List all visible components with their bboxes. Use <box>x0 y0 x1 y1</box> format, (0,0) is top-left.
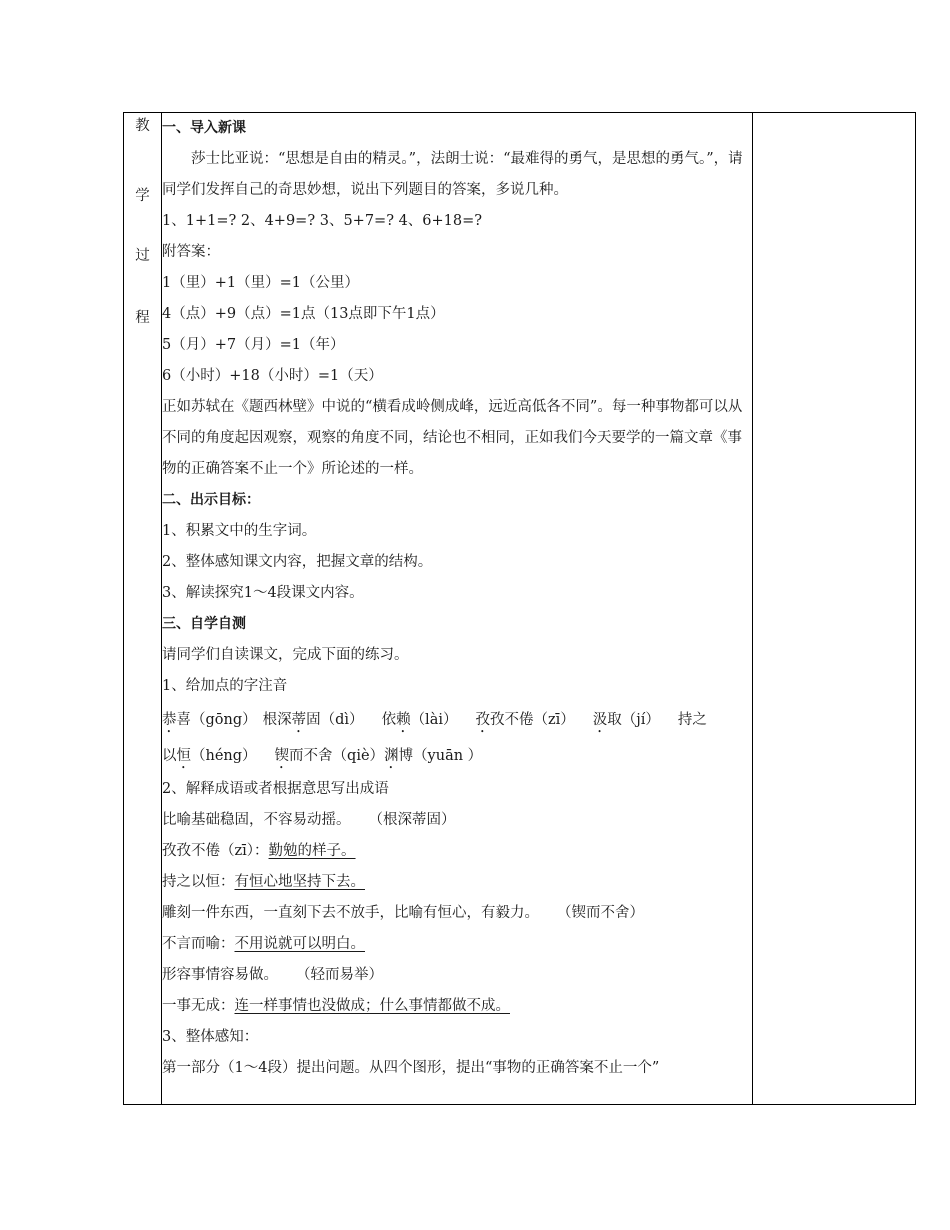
idiom-prompt: 一事无成： <box>162 998 235 1014</box>
word-rest: 根深 <box>262 712 292 728</box>
question-line: 1、1+1=? 2、4+9=? 3、5+7=? 4、6+18=? <box>162 213 483 229</box>
idiom-answer: （锲而不舍） <box>557 905 644 921</box>
closing-paragraph: 正如苏轼在《题西林壁》中说的“横看成岭侧成峰，远近高低各不同”。每一种事物都可以从不同的角度起因观察，观察的角度不同，结论也不相同，正如我们今天要学的一篇文章《事物的正确答案不止一个》所论述的一样。 <box>162 399 743 477</box>
section-heading: 二、出示目标： <box>162 492 260 508</box>
idiom-prompt: 不言而喻： <box>162 936 235 952</box>
idiom-line <box>162 836 752 867</box>
idiom-line <box>162 898 752 929</box>
pinyin-reading: （gōng） <box>191 712 257 728</box>
word-rest: 孜不倦 <box>489 712 534 728</box>
exercise-label: 2、解释成语或者根据意思写出成语 <box>162 781 389 797</box>
side-label-cell <box>124 113 162 1105</box>
pinyin-word <box>593 712 660 728</box>
pinyin-reading: （héng） <box>191 748 257 764</box>
side-char: 程 <box>135 310 150 326</box>
idiom-line <box>162 960 752 991</box>
answer-label: 附答案： <box>162 244 220 260</box>
section-heading: 一、导入新课 <box>162 120 246 136</box>
intro-quote: 莎士比亚说：“思想是自由的精灵。”，法朗士说：“最难得的勇气，是思想的勇气。”，请同学们发挥自己的奇思妙想，说出下列题目的答案，多说几种。 <box>162 151 743 198</box>
dotted-char: 蒂 <box>291 712 307 728</box>
idiom-prompt: 比喻基础稳固，不容易动摇。 <box>162 812 351 828</box>
pinyin-line <box>162 702 752 738</box>
pinyin-word <box>263 712 364 728</box>
pinyin-word <box>275 748 385 764</box>
idiom-answer: （根深蒂固） <box>368 812 456 828</box>
idiom-answer: 勤勉的样子。 <box>268 843 356 859</box>
answer-line: 4（点）+9（点）=1点（13点即下午1点） <box>162 306 445 322</box>
word-rest: 喜 <box>176 712 191 728</box>
word-rest: 依 <box>381 712 397 728</box>
pinyin-reading: （yuān ） <box>413 748 483 764</box>
dotted-char: 赖 <box>396 712 411 728</box>
dotted-char: 孜 <box>475 712 490 728</box>
exercise-label: 1、给加点的字注音 <box>162 678 288 694</box>
idiom-answer: （轻而易举） <box>296 967 383 983</box>
idiom-answer: 不用说就可以明白。 <box>234 936 365 952</box>
side-char: 教 <box>135 118 150 134</box>
objective-item: 2、整体感知课文内容，把握文章的结构。 <box>162 554 433 570</box>
teaching-process-content <box>162 113 753 1105</box>
dotted-char: 恒 <box>176 748 191 764</box>
pinyin-reading: （zī） <box>533 712 575 728</box>
idiom-line <box>162 805 752 836</box>
idiom-prompt: 形容事情容易做。 <box>162 967 278 983</box>
exercise-label: 3、整体感知： <box>162 1029 259 1045</box>
idiom-prompt: 雕刻一件东西，一直刻下去不放手，比喻有恒心，有毅力。 <box>162 905 539 921</box>
word-rest: 博 <box>398 748 414 764</box>
idiom-line <box>162 929 752 960</box>
word-rest: 固 <box>306 712 321 728</box>
exercise-intro: 请同学们自读课文，完成下面的练习。 <box>162 647 409 663</box>
notes-cell <box>753 113 916 1105</box>
side-char: 过 <box>135 248 150 264</box>
pinyin-reading: （qiè） <box>332 748 385 764</box>
word-rest: 取 <box>607 712 622 728</box>
answer-line: 6（小时）+18（小时）=1（天） <box>162 368 383 384</box>
objective-item: 1、积累文中的生字词。 <box>162 523 317 539</box>
pinyin-word <box>162 712 257 728</box>
word-rest: 以 <box>162 748 177 764</box>
idiom-answer: 有恒心地坚持下去。 <box>234 874 365 890</box>
side-char: 学 <box>135 188 150 204</box>
pinyin-word <box>475 712 574 728</box>
pinyin-word-part: 持之 <box>677 712 707 728</box>
answer-line: 1（里）+1（里）=1（公里） <box>162 275 359 291</box>
pinyin-reading: （dì） <box>320 712 364 728</box>
objective-item: 3、解读探究1～4段课文内容。 <box>162 585 364 601</box>
pinyin-reading: （jí） <box>621 712 660 728</box>
word-rest: 而不舍 <box>289 748 333 764</box>
dotted-char: 汲 <box>592 712 608 728</box>
section-heading: 三、自学自测 <box>162 616 246 632</box>
idiom-line <box>162 991 752 1022</box>
idiom-answer: 连一样事情也没做成；什么事情都做不成。 <box>234 998 510 1014</box>
dotted-char: 渊 <box>384 748 399 764</box>
pinyin-reading: （lài） <box>410 712 458 728</box>
pinyin-word <box>162 748 257 764</box>
answer-line: 5（月）+7（月）=1（年） <box>162 337 345 353</box>
idiom-prompt: 持之以恒： <box>162 874 235 890</box>
idiom-line <box>162 867 752 898</box>
overview-text: 第一部分（1～4段）提出问题。从四个图形，提出“事物的正确答案不止一个” <box>162 1060 660 1076</box>
dotted-char: 恭 <box>162 712 177 728</box>
idiom-prompt: 孜孜不倦（zī）： <box>162 843 269 859</box>
pinyin-word <box>382 712 458 728</box>
dotted-char: 锲 <box>274 748 290 764</box>
pinyin-line <box>162 738 752 774</box>
lesson-plan-table <box>123 112 916 1105</box>
pinyin-word <box>384 748 482 764</box>
